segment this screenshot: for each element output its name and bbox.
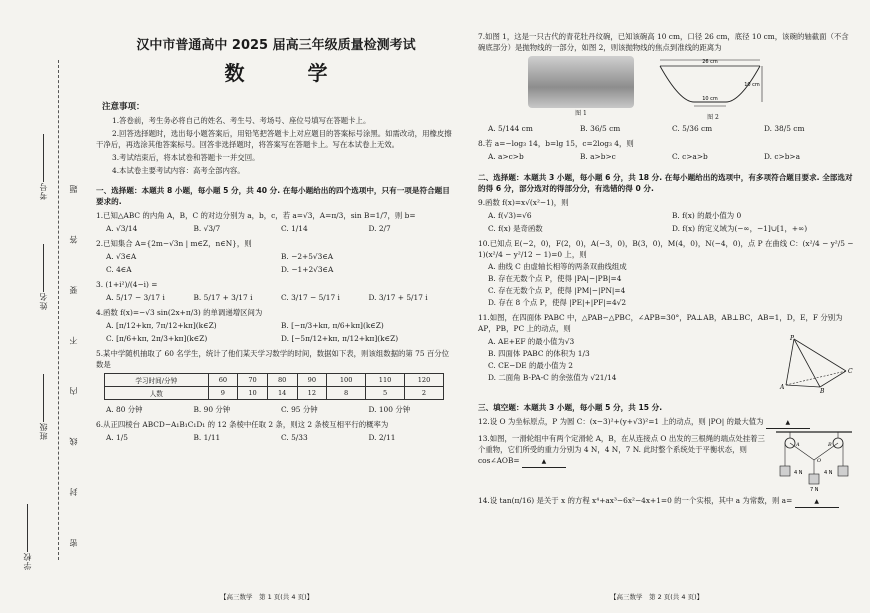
section-2-heading: 二、选择题：本题共 3 小题，每小题 6 分，共 18 分. 在每小题给出的选项中，有多项符合题目要求. 全部选对的得 6 分，部分选对的得部分分，有选错的得 0 分. bbox=[478, 173, 853, 193]
pulley-label: B bbox=[828, 442, 832, 448]
vertex-label: C bbox=[848, 368, 853, 375]
option: C. 4∈A bbox=[106, 265, 132, 274]
table-cell: 60 bbox=[208, 374, 238, 387]
name-field: 姓名 bbox=[38, 240, 49, 310]
subject-title: 数 学 bbox=[224, 61, 356, 85]
figure-2 bbox=[654, 56, 772, 121]
bowl-cross-section-diagram bbox=[654, 56, 772, 108]
question-11: 11.如图，在四面体 PABC 中，△PAB∽△PBC，∠APB=30°，PA⊥AB，AB⊥BC，AB=1，D，E，F 分别为 AP，PB，PC 上的动点，则 bbox=[478, 313, 843, 333]
table-cell: 2 bbox=[405, 387, 444, 400]
question-7: 7.如图 1，这是一只古代的青花牡丹纹碗，已知该碗高 10 cm，口径 26 cm，底径 10 cm，该碗的轴截面（不含碗底部分）是抛物线的一部分，如图 2，则该抛物线的焦点到准线的距离为 bbox=[478, 32, 849, 52]
question-10-options bbox=[488, 261, 856, 309]
school-field: 学校 bbox=[22, 500, 33, 570]
tetrahedron-diagram bbox=[776, 335, 856, 393]
table-header-cell: 学习时间/分钟 bbox=[105, 374, 209, 387]
seal-line bbox=[58, 60, 59, 560]
question-7-figures bbox=[528, 56, 856, 121]
question-12-stem: 12.设 O 为坐标原点，P 为圆 C：(x−3)²+(y+√3)²=1 上的动点，则 |PO| 的最大值为 bbox=[478, 417, 764, 426]
question-1-options bbox=[106, 222, 456, 235]
table-cell: 12 bbox=[297, 387, 327, 400]
table-cell: 90 bbox=[297, 374, 327, 387]
question-9: 9.函数 f(x)=x√(x²−1)，则 bbox=[478, 198, 569, 207]
section-3-heading: 三、填空题：本题共 3 小题，每小题 5 分，共 15 分. bbox=[478, 403, 663, 412]
table-cell: 10 bbox=[238, 387, 268, 400]
fig2-bottom-label: 10 cm bbox=[702, 96, 718, 102]
table-cell: 80 bbox=[267, 374, 297, 387]
option: B. 36/5 cm bbox=[580, 124, 621, 133]
option: B. 90 分钟 bbox=[193, 405, 231, 414]
table-cell: 14 bbox=[267, 387, 297, 400]
class-field: 班级 bbox=[38, 370, 49, 440]
table-cell: 70 bbox=[238, 374, 268, 387]
figure-caption: 图 2 bbox=[707, 114, 719, 121]
question-2: 2.已知集合 A={2m−√3n | m∈Z，n∈N}，则 bbox=[96, 239, 252, 248]
weight-label: 7 N bbox=[810, 487, 819, 492]
option: A. AE+EF 的最小值为√3 bbox=[488, 337, 575, 346]
question-13 bbox=[478, 433, 772, 491]
section-1-heading: 一、选择题：本题共 8 小题，每小题 5 分，共 40 分. 在每小题给出的四个选项中，只有一项是符合题目要求的. bbox=[96, 186, 450, 206]
option: A. [π/12+kπ, 7π/12+kπ](k∈Z) bbox=[106, 321, 217, 330]
notice-item: 4.本试卷主要考试内容：高考全部内容。 bbox=[112, 166, 245, 175]
answer-blank: ▲ bbox=[766, 417, 810, 429]
question-13-stem: 13.如图，一滑轮组中有两个定滑轮 A，B，在从连接点 O 出发的三根绳的端点处挂着三个重物，它们所受的重力分别为 4 N，4 N，7 N. 此时整个系统处于平衡状态，则 cos∠AOB= bbox=[478, 434, 765, 465]
answer-blank: ▲ bbox=[795, 496, 839, 508]
question-12 bbox=[478, 416, 856, 429]
notice-list bbox=[96, 115, 456, 176]
option: D. [−5π/12+kπ, π/12+kπ](k∈Z) bbox=[281, 334, 399, 343]
option: B. 5/17 + 3/17 i bbox=[193, 293, 253, 302]
option: C. CE−DE 的最小值为 2 bbox=[488, 361, 574, 370]
table-cell: 8 bbox=[327, 387, 366, 400]
question-4: 4.函数 f(x)=−√3 sin(2x+π/3) 的单调递增区间为 bbox=[96, 308, 263, 317]
vertex-label: P bbox=[790, 335, 795, 342]
page-1 bbox=[96, 28, 456, 446]
question-6: 6.从正四棱台 ABCD−A₁B₁C₁D₁ 的 12 条棱中任取 2 条，则这 2 条棱互相平行的概率为 bbox=[96, 420, 389, 429]
option: C. c>a>b bbox=[672, 152, 708, 161]
exam-number-field: 考号 bbox=[38, 130, 49, 200]
option: A. 曲线 C 由虚轴长相等的两条双曲线组成 bbox=[488, 262, 627, 271]
question-11-options bbox=[488, 336, 776, 393]
page-2 bbox=[478, 28, 856, 509]
table-cell: 110 bbox=[366, 374, 405, 387]
table-cell: 120 bbox=[405, 374, 444, 387]
option: B. 存在无数个点 P，使得 |PA|−|PB|=4 bbox=[488, 274, 622, 283]
question-2-options bbox=[106, 250, 456, 276]
question-1: 1.已知△ABC 的内角 A，B，C 的对边分别为 a，b，c，若 a=√3，A=π/3，sin B=1/7，则 b= bbox=[96, 211, 416, 220]
question-3: 3. (1+i²)/(4−i) = bbox=[96, 280, 158, 289]
question-9-options bbox=[488, 209, 856, 235]
question-6-options bbox=[106, 431, 456, 444]
question-4-options bbox=[106, 319, 456, 345]
table-row bbox=[105, 374, 444, 387]
question-5-options bbox=[106, 403, 456, 416]
option: A. a>c>b bbox=[488, 152, 524, 161]
question-14-stem: 14.设 tan(π/16) 是关于 x 的方程 x⁴+ax³−6x²−4x+1=0 的一个实根，其中 a 为常数，则 a= bbox=[478, 496, 793, 505]
notice-item: 2.回答选择题时，选出每小题答案后，用铅笔把答题卡上对应题目的答案标号涂黑。如需改动，用橡皮擦干净后，再选涂其他答案标号。回答非选择题时，将答案写在答题卡上。写在本试卷上无效。 bbox=[96, 129, 452, 149]
question-5: 5.某中学随机抽取了 60 名学生，统计了他们某天学习数学的时间，数据如下表，则该组数据的第 75 百分位数是 bbox=[96, 349, 450, 369]
option: D. 二面角 B-PA-C 的余弦值为 √21/14 bbox=[488, 373, 617, 382]
fig2-top-label: 26 cm bbox=[702, 59, 718, 65]
binding-margin bbox=[0, 0, 92, 613]
question-8: 8.若 a=−log₃ 14，b=lg 15，c=2log₃ 4，则 bbox=[478, 139, 634, 148]
option: D. 2/11 bbox=[368, 433, 396, 442]
option: C. 1/14 bbox=[281, 224, 308, 233]
option: C. 3/17 − 5/17 i bbox=[281, 293, 340, 302]
option: B. −2+5√3∈A bbox=[281, 252, 334, 261]
question-8-options bbox=[488, 150, 856, 163]
option: B. 四面体 PABC 的体积为 1/3 bbox=[488, 349, 590, 358]
option: D. −1+2√3∈A bbox=[281, 265, 334, 274]
table-header-cell: 人数 bbox=[105, 387, 209, 400]
option: A. 5/144 cm bbox=[488, 124, 533, 133]
footer-page-2: 【高三数学 第 2 页(共 4 页)】 bbox=[610, 593, 704, 601]
seal-text: 密 封 线 内 不 要 答 题 bbox=[69, 165, 78, 547]
option: C. f(x) 是奇函数 bbox=[488, 224, 543, 233]
figure-1 bbox=[528, 56, 634, 121]
question-3-options bbox=[106, 291, 456, 304]
pulley-label: A bbox=[796, 442, 800, 448]
answer-blank: ▲ bbox=[522, 456, 566, 468]
option: C. 存在无数个点 P，使得 |PM|−|PN|=4 bbox=[488, 286, 626, 295]
option: A. 80 分钟 bbox=[106, 405, 143, 414]
option: A. 5/17 − 3/17 i bbox=[106, 293, 165, 302]
table-cell: 5 bbox=[366, 387, 405, 400]
question-7-options bbox=[488, 122, 856, 135]
option: C. [π/6+kπ, 2π/3+kπ](k∈Z) bbox=[106, 334, 208, 343]
option: D. 2/7 bbox=[368, 224, 391, 233]
exam-title: 汉中市普通高中 2025 届高三年级质量检测考试 bbox=[136, 38, 416, 53]
knot-label: O bbox=[817, 458, 822, 464]
option: C. 5/33 bbox=[281, 433, 308, 442]
figure-caption: 图 1 bbox=[575, 110, 587, 117]
bowl-photo bbox=[528, 56, 634, 108]
option: B. 1/11 bbox=[193, 433, 221, 442]
table-cell: 9 bbox=[208, 387, 238, 400]
option: B. √3/7 bbox=[193, 224, 221, 233]
question-10: 10.已知点 E(−2，0)，F(2，0)，A(−3，0)，B(3，0)，M(4，0)，N(−4，0)，点 P 在曲线 C：(x²/4 − y²/5 − 1)(x²/4 − y²/12 − 1)=0 上，则 bbox=[478, 239, 854, 259]
table-row bbox=[105, 387, 444, 400]
notice-item: 1.答卷前，考生务必将自己的姓名、考生号、考场号、座位号填写在答题卡上。 bbox=[112, 116, 371, 125]
option: A. 1/5 bbox=[106, 433, 128, 442]
option: B. [−π/3+kπ, π/6+kπ](k∈Z) bbox=[281, 321, 384, 330]
option: D. c>b>a bbox=[764, 152, 801, 161]
fig2-height-label: 10 cm bbox=[744, 82, 760, 88]
option: C. 5/36 cm bbox=[672, 124, 713, 133]
vertex-label: A bbox=[780, 384, 785, 391]
option: B. f(x) 的最小值为 0 bbox=[672, 211, 742, 220]
option: B. a>b>c bbox=[580, 152, 616, 161]
option: A. f(√3)=√6 bbox=[488, 211, 532, 220]
option: D. 3/17 + 5/17 i bbox=[368, 293, 428, 302]
option: D. 100 分钟 bbox=[368, 405, 411, 414]
option: D. f(x) 的定义域为(−∞，−1]∪[1，+∞) bbox=[672, 224, 808, 233]
footer-page-1: 【高三数学 第 1 页(共 4 页)】 bbox=[220, 593, 314, 601]
table-cell: 100 bbox=[327, 374, 366, 387]
study-time-table bbox=[104, 373, 444, 400]
notice-heading: 注意事项： bbox=[102, 102, 145, 112]
question-13-body bbox=[478, 430, 856, 492]
weight-label: 4 N bbox=[824, 470, 833, 476]
question-11-body bbox=[478, 335, 856, 393]
option: A. √3∈A bbox=[106, 252, 137, 261]
vertex-label: B bbox=[820, 388, 825, 393]
option: D. 存在 8 个点 P，使得 |PE|+|PF|=4√2 bbox=[488, 298, 627, 307]
option: A. √3/14 bbox=[106, 224, 138, 233]
option: C. 95 分钟 bbox=[281, 405, 318, 414]
weight-label: 4 N bbox=[794, 470, 803, 476]
notice-item: 3.考试结束后，将本试卷和答题卡一并交回。 bbox=[112, 153, 260, 162]
question-14 bbox=[478, 495, 856, 508]
pulley-diagram bbox=[772, 430, 856, 492]
option: D. 38/5 cm bbox=[764, 124, 805, 133]
